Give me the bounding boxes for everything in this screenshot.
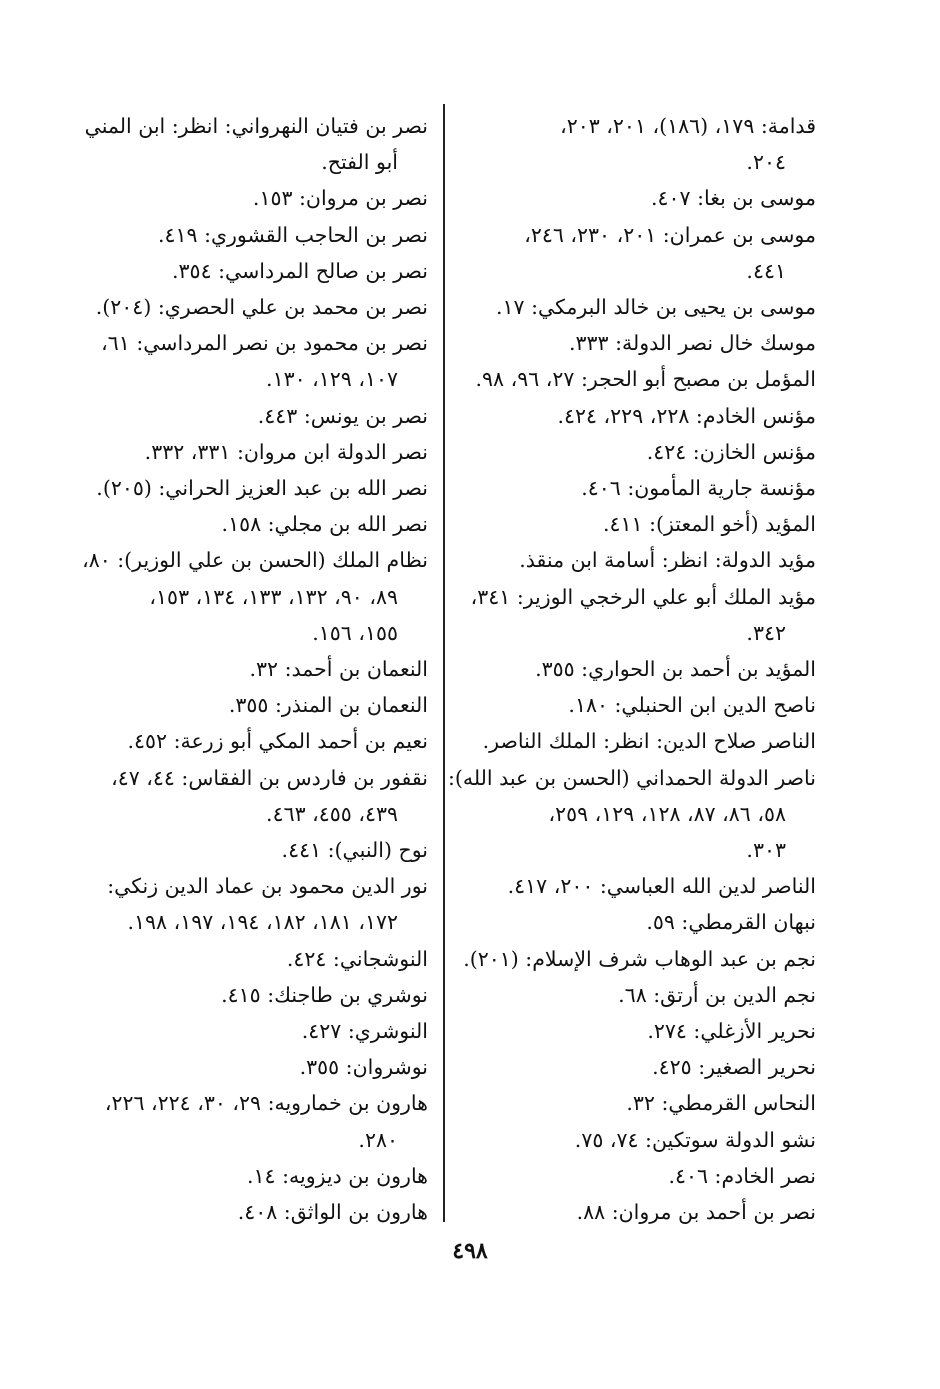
index-entry-text: هارون بن الواثق: ٤٠٨. <box>237 1200 428 1225</box>
index-entry <box>72 470 428 506</box>
index-entry <box>462 579 816 651</box>
index-entry <box>462 1013 816 1049</box>
index-entry-continuation: ٣٠٣. <box>746 838 786 863</box>
index-entry-continuation: ١٥٥، ١٥٦. <box>312 620 398 645</box>
page-number: ٤٩٨ <box>452 1238 488 1264</box>
index-entry <box>462 1085 816 1121</box>
index-entry-text: هارون بن ديزويه: ١٤. <box>247 1163 428 1188</box>
index-entry-text: نصر بن مروان: ١٥٣. <box>252 186 428 211</box>
index-entry-text: نوشروان: ٣٥٥. <box>299 1055 428 1080</box>
index-entry <box>462 542 816 578</box>
index-entry-continuation: ٢٠٤. <box>746 150 786 175</box>
index-entry-text: مؤنس الخادم: ٢٢٨، ٢٢٩، ٤٢٤. <box>557 403 816 428</box>
index-entry-text: موسى بن يحيى بن خالد البرمكي: ١٧. <box>496 295 816 320</box>
index-entry <box>72 868 428 940</box>
index-entry-continuation: ١٠٧، ١٢٩، ١٣٠. <box>266 367 398 392</box>
index-entry <box>72 108 428 180</box>
index-entry-text: نصر بن الحاجب القشوري: ٤١٩. <box>157 222 428 247</box>
index-entry-text: نصر بن أحمد بن مروان: ٨٨. <box>576 1200 816 1225</box>
index-entry <box>72 180 428 216</box>
index-entry-continuation: ٢٨٠. <box>358 1127 398 1152</box>
index-entry-text: المؤيد (أخو المعتز): ٤١١. <box>602 512 816 537</box>
index-column-left <box>72 108 428 1230</box>
index-entry-text: موسى بن عمران: ٢٠١، ٢٣٠، ٢٤٦، <box>524 222 816 247</box>
index-entry-text: نقفور بن فاردس بن الفقاس: ٤٤، ٤٧، <box>111 765 428 790</box>
index-entry-text: نبهان القرمطي: ٥٩. <box>646 910 816 935</box>
index-entry <box>462 723 816 759</box>
index-entry-text: نوشري بن طاجنك: ٤١٥. <box>221 982 428 1007</box>
index-entry <box>462 217 816 289</box>
index-entry-text: المؤيد بن أحمد بن الحواري: ٣٥٥. <box>535 657 816 682</box>
index-entry-text: مؤنس الخازن: ٤٢٤. <box>646 439 816 464</box>
index-entry <box>72 615 428 651</box>
index-entry-text: نشو الدولة سوتكين: ٧٤، ٧٥. <box>574 1127 816 1152</box>
index-entry <box>462 108 816 180</box>
index-entry-text: نصر بن محمود بن نصر المرداسي: ٦١، <box>101 331 428 356</box>
index-entry <box>72 253 428 289</box>
index-entry <box>72 687 428 723</box>
index-entry-continuation: ٤٤١. <box>746 258 786 283</box>
index-entry <box>462 361 816 397</box>
index-entry <box>72 723 428 759</box>
index-entry <box>72 398 428 434</box>
index-entry-text: ناصر الدولة الحمداني (الحسن بن عبد الله): <box>447 765 816 790</box>
index-entry <box>462 434 816 470</box>
index-entry-text: الناصر صلاح الدين: انظر: الملك الناصر. <box>482 729 816 754</box>
index-entry-text: نوح (النبي): ٤٤١. <box>281 838 428 863</box>
index-entry-text: موسى بن بغا: ٤٠٧. <box>650 186 816 211</box>
index-entry-text: نجم بن عبد الوهاب شرف الإسلام: (٢٠١). <box>463 946 816 971</box>
index-entry-text: نصر بن محمد بن علي الحصري: (٢٠٤). <box>95 295 428 320</box>
index-entry-text: نحرير الصغير: ٤٢٥. <box>652 1055 816 1080</box>
index-entry <box>462 868 816 904</box>
index-entry-text: النوشري: ٤٢٧. <box>301 1019 428 1044</box>
index-entry-text: النحاس القرمطي: ٣٢. <box>626 1091 816 1116</box>
index-entry <box>462 904 816 940</box>
index-entry <box>72 760 428 832</box>
index-entry-text: ناصح الدين ابن الحنبلي: ١٨٠. <box>568 693 816 718</box>
index-entry-text: نحرير الأزغلي: ٢٧٤. <box>647 1019 816 1044</box>
index-entry <box>72 506 428 542</box>
index-entry-text: النوشجاني: ٤٢٤. <box>286 946 428 971</box>
index-column-right <box>447 108 816 1230</box>
index-entry-text: نصر الله بن مجلي: ١٥٨. <box>221 512 428 537</box>
index-entry <box>72 1085 428 1157</box>
index-entry-text: نظام الملك (الحسن بن علي الوزير): ٨٠، <box>82 548 428 573</box>
index-entry <box>462 1158 816 1194</box>
index-entry <box>72 1194 428 1230</box>
index-entry-text: هارون بن خمارويه: ٢٩، ٣٠، ٢٢٤، ٢٢٦، <box>104 1091 428 1116</box>
index-entry <box>72 832 428 868</box>
index-entry <box>462 398 816 434</box>
index-entry-text: نور الدين محمود بن عماد الدين زنكي: <box>107 874 428 899</box>
index-entry-continuation: ١٧٢، ١٨١، ١٨٢، ١٩٤، ١٩٧، ١٩٨. <box>127 910 398 935</box>
index-entry-text: نصر بن صالح المرداسي: ٣٥٤. <box>172 258 428 283</box>
index-entry-text: قدامة: ١٧٩، (١٨٦)، ٢٠١، ٢٠٣، <box>560 114 816 138</box>
index-entry-text: مؤنسة جارية المأمون: ٤٠٦. <box>581 476 816 501</box>
index-entry-continuation: ٣٤٢. <box>746 620 786 645</box>
index-entry-text: نصر الدولة ابن مروان: ٣٣١، ٣٣٢. <box>144 439 428 464</box>
index-entry-text: نجم الدين بن أرتق: ٦٨. <box>618 982 816 1007</box>
index-entry <box>72 217 428 253</box>
index-entry-continuation: أبو الفتح. <box>321 150 398 175</box>
index-entry-text: موسك خال نصر الدولة: ٣٣٣. <box>568 331 816 356</box>
index-entry-text: مؤيد الملك أبو علي الرخجي الوزير: ٣٤١، <box>470 584 816 609</box>
index-entry <box>72 434 428 470</box>
index-entry <box>462 325 816 361</box>
index-entry-text: نصر الله بن عبد العزيز الحراني: (٢٠٥). <box>96 476 428 501</box>
index-entry-text: النعمان بن أحمد: ٣٢. <box>249 657 428 682</box>
index-entry <box>462 687 816 723</box>
index-entry <box>462 1194 816 1230</box>
index-entry-continuation: ٥٨، ٨٦، ٨٧، ١٢٨، ١٢٩، ٢٥٩، <box>548 801 786 826</box>
index-entry <box>462 977 816 1013</box>
index-entry <box>72 977 428 1013</box>
index-entry <box>462 470 816 506</box>
index-entry-text: مؤيد الدولة: انظر: أسامة ابن منقذ. <box>519 548 816 573</box>
index-entry <box>447 760 816 832</box>
index-entry <box>462 832 816 868</box>
index-entry <box>72 941 428 977</box>
index-entry-continuation: ٨٩، ٩٠، ١٣٢، ١٣٣، ١٣٤، ١٥٣، <box>149 584 398 609</box>
index-entry <box>72 1049 428 1085</box>
index-entry <box>72 289 428 325</box>
index-entry-text: نصر الخادم: ٤٠٦. <box>668 1163 816 1188</box>
index-entry-text: نصر بن فتيان النهرواني: انظر: ابن المني <box>84 114 428 138</box>
index-entry-continuation: ٤٣٩، ٤٥٥، ٤٦٣. <box>266 801 398 826</box>
index-entry <box>462 941 816 977</box>
index-entry-text: المؤمل بن مصبح أبو الحجر: ٢٧، ٩٦، ٩٨. <box>475 367 816 392</box>
index-entry <box>72 542 428 614</box>
index-entry <box>462 289 816 325</box>
index-entry <box>462 1122 816 1158</box>
index-entry <box>462 180 816 216</box>
index-entry <box>72 325 428 397</box>
index-entry <box>462 506 816 542</box>
index-entry-text: نعيم بن أحمد المكي أبو زرعة: ٤٥٢. <box>127 729 428 754</box>
index-entry-text: النعمان بن المنذر: ٣٥٥. <box>228 693 428 718</box>
index-entry-text: نصر بن يونس: ٤٤٣. <box>257 403 428 428</box>
column-divider <box>443 104 445 1222</box>
index-entry <box>72 1013 428 1049</box>
index-entry-text: الناصر لدين الله العباسي: ٢٠٠، ٤١٧. <box>507 874 816 899</box>
index-entry <box>72 651 428 687</box>
index-entry <box>462 651 816 687</box>
index-entry <box>72 1158 428 1194</box>
index-entry <box>462 1049 816 1085</box>
